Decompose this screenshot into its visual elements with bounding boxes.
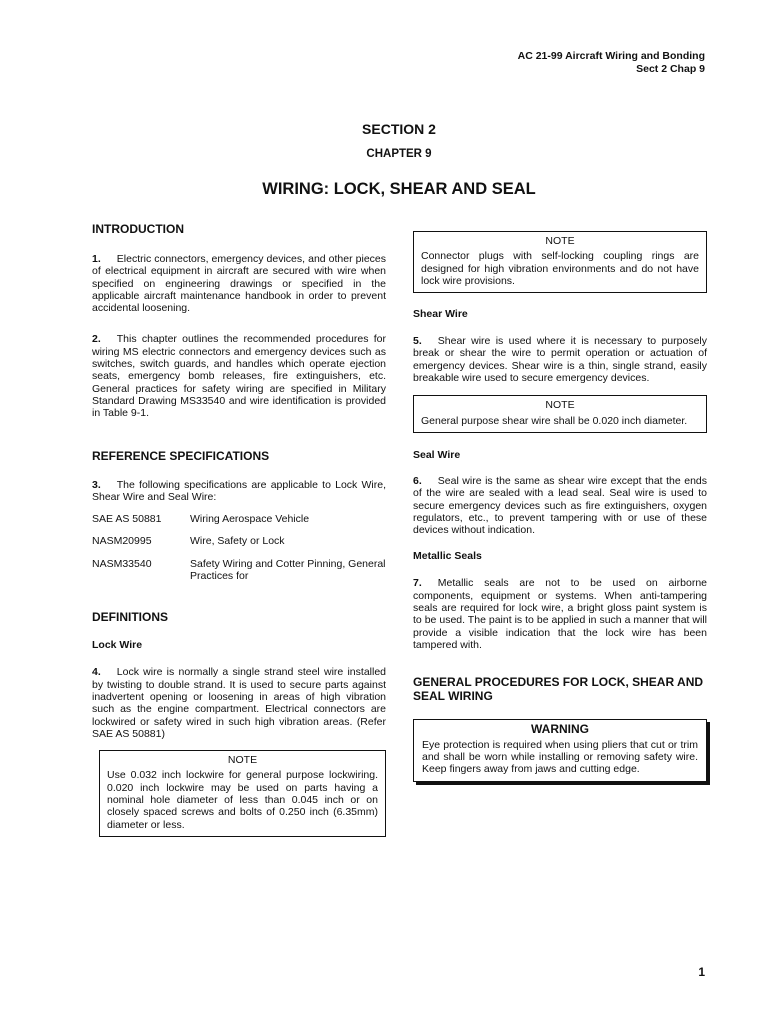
warning-text: Eye protection is required when using pliers that cut or trim and shall be worn while installing or removing safety wire. Keep fingers away from jaws and cutting edge. xyxy=(422,738,698,776)
paragraph-number: 1. xyxy=(92,253,101,265)
spec-code: NASM20995 xyxy=(92,535,152,548)
warning-title: WARNING xyxy=(531,722,589,737)
note-box xyxy=(413,395,707,433)
introduction-heading: INTRODUCTION xyxy=(92,222,184,236)
page-number: 1 xyxy=(698,965,705,979)
chapter-heading: CHAPTER 9 xyxy=(366,148,432,160)
running-header xyxy=(518,50,705,76)
header-section-chapter: Sect 2 Chap 9 xyxy=(636,63,705,75)
paragraph-number: 4. xyxy=(92,666,101,679)
paragraph-2 xyxy=(92,333,386,419)
note-title: NOTE xyxy=(227,754,258,767)
paragraph-number: 5. xyxy=(413,335,422,348)
paragraph-text: The following specifications are applicable to Lock Wire, Shear Wire and Seal Wire: xyxy=(92,478,386,503)
note-text: General purpose shear wire shall be 0.020 inch diameter. xyxy=(421,414,688,427)
note-box xyxy=(99,750,386,837)
spec-description: Wiring Aerospace Vehicle xyxy=(190,513,310,526)
spec-row xyxy=(92,513,386,525)
metallic-seals-heading: Metallic Seals xyxy=(413,550,482,563)
paragraph-3 xyxy=(92,479,386,504)
paragraph-number: 6. xyxy=(413,474,422,487)
paragraph-4 xyxy=(92,666,386,740)
lock-wire-heading: Lock Wire xyxy=(92,639,143,652)
header-doc-title: AC 21-99 Aircraft Wiring and Bonding xyxy=(517,50,705,62)
definitions-heading: DEFINITIONS xyxy=(92,610,169,625)
paragraph-7 xyxy=(413,577,707,651)
paragraph-number: 3. xyxy=(92,478,101,491)
spec-description: Safety Wiring and Cotter Pinning, General Practices for xyxy=(190,557,386,583)
section-heading: SECTION 2 xyxy=(362,121,436,137)
paragraph-6 xyxy=(413,475,707,536)
paragraph-number: 7. xyxy=(413,577,422,590)
paragraph-text: Electric connectors, emergency devices, and other pieces of electrical equipment in aircraft are secured with wire when specified on engineering drawings or specified in the applicable aircraft maintenance handbook in order to prevent accidental loosening. xyxy=(92,253,386,315)
paragraph-text: Metallic seals are not to be used on airborne components, equipment or systems. When anti-tampering seals are required for lock wire, a bright gloss paint system is to be used. The paint is to be applied in such a manner that will provide a visible indication that the lock wire has been tampered with. xyxy=(413,577,707,651)
spec-code: SAE AS 50881 xyxy=(92,513,162,526)
general-procedures-heading: GENERAL PROCEDURES FOR LOCK, SHEAR AND SEAL WIRING xyxy=(413,675,704,704)
spec-row xyxy=(92,535,386,547)
paragraph-1 xyxy=(92,253,386,314)
right-column xyxy=(413,231,707,782)
note-text: Connector plugs with self-locking coupling rings are designed for high vibration environments and do not have lock wire provisions. xyxy=(421,250,699,287)
page-title: WIRING: LOCK, SHEAR AND SEAL xyxy=(262,180,536,198)
paragraph-text: Lock wire is normally a single strand steel wire installed by twisting to double strand. It is used to secure parts against inadvertent opening or loosening in areas of high vibration such as the engine compartment. Electrical connectors are lockwired or safety wired in such high vibration areas. (Refer SAE AS 50881) xyxy=(92,666,386,740)
shear-wire-heading: Shear Wire xyxy=(413,308,468,321)
spec-description: Wire, Safety or Lock xyxy=(190,535,285,548)
paragraph-5 xyxy=(413,335,707,384)
left-column xyxy=(92,222,386,837)
spec-code: NASM33540 xyxy=(92,557,152,570)
note-title: NOTE xyxy=(545,235,575,247)
reference-specifications-heading: REFERENCE SPECIFICATIONS xyxy=(92,448,270,463)
seal-wire-heading: Seal Wire xyxy=(413,448,461,461)
note-title: NOTE xyxy=(545,399,575,412)
note-box xyxy=(413,231,707,293)
warning-box xyxy=(413,719,707,782)
note-text: Use 0.032 inch lockwire for general purpose lockwiring. 0.020 inch lockwire may be used on parts having a nominal hole diameter of less than 0.045 inch or on closely spaced screws and bolts of 0.250 inch (6.35mm) diameter or less. xyxy=(107,769,378,831)
spec-row xyxy=(92,558,386,583)
paragraph-text: Shear wire is used where it is necessary to purposely break or shear the wire to permit operation or actuation of emergency devices. Shear wire is a thin, single strand, easily breakable wire used to secure emergency devices. xyxy=(413,335,707,385)
paragraph-text: This chapter outlines the recommended procedures for wiring MS electric connectors and emergency devices such as switches, switch guards, and handles which operate ejection seats, emergency bomb releases, fire extinguishers, etc. General practices for safety wiring are specified in Military Standard Drawing MS33540 and wire identification is provided in Table 9-1. xyxy=(92,333,386,420)
paragraph-text: Seal wire is the same as shear wire except that the ends of the wire are sealed with a lead seal. Seal wire is used to secure emergency devices such as fire extinguishers, oxygen regulators, etc., to prevent tampering with or use of these devices without indication. xyxy=(413,474,707,537)
paragraph-number: 2. xyxy=(92,333,101,346)
